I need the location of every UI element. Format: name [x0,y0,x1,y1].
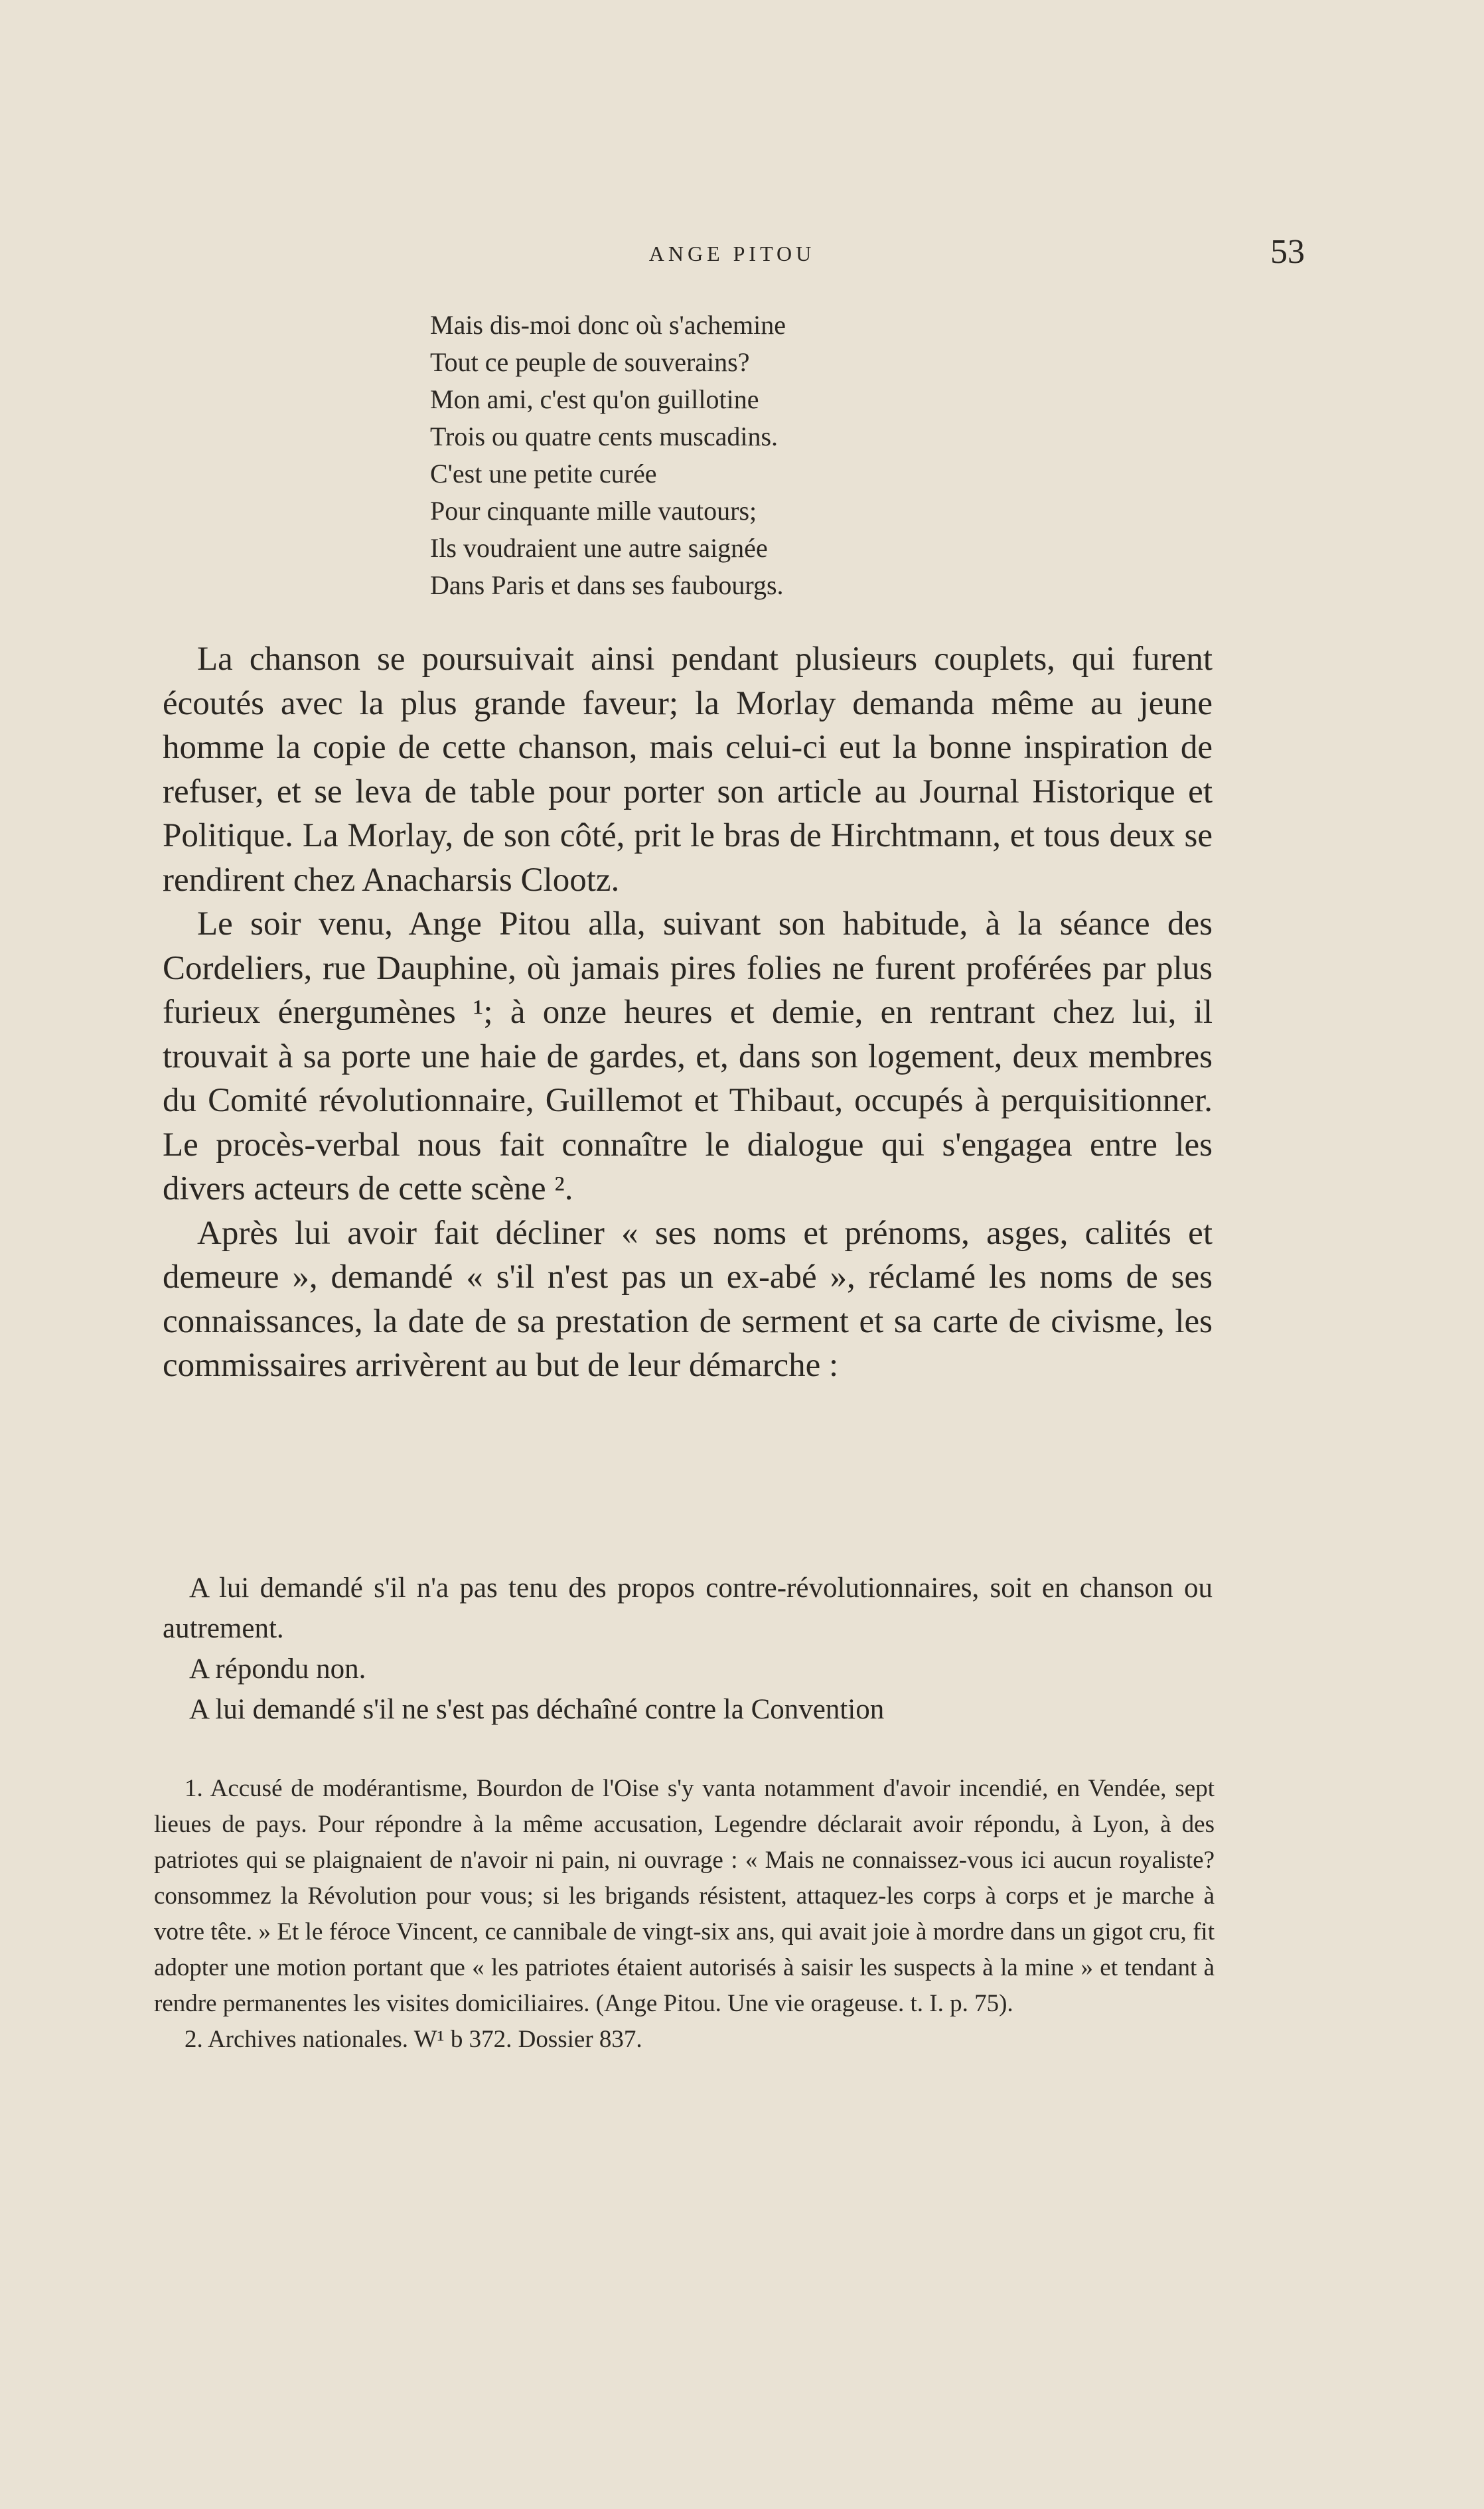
paragraph: Après lui avoir fait décliner « ses noms et prénoms, asges, calités et demeure », demandé « s'il n'est pas un ex-abé », réclamé les noms de ses connaissances, la date de sa prestation de serment et sa carte de civisme, les commissaires arrivèrent au but de leur démarche : [163,1214,1213,1384]
running-head [159,232,1305,272]
verse-line: Mais dis-moi donc où s'achemine [430,310,786,340]
verse-line: Ils voudraient une autre saignée [430,533,768,563]
verse-line: C'est une petite curée [430,459,657,489]
dialogue-line: A répondu non. [189,1653,366,1685]
verse-line: Mon ami, c'est qu'on guillotine [430,384,759,414]
body-text [163,637,1213,1388]
paragraph: Le soir venu, Ange Pitou alla, suivant son habitude, à la séance des Cordeliers, rue Dauphine, où jamais pires folies ne furent proférées par plus furieux énergumènes ¹; à onze heures et demie, en rentrant chez lui, il trouvait à sa porte une haie de gardes, et, dans son logement, deux membres du Comité révolutionnaire, Guillemot et Thibaut, occupés à perquisitionner. Le procès-verbal nous fait connaître le dialogue qui s'engagea entre les divers acteurs de cette scène ². [163,905,1213,1207]
verse-line: Trois ou quatre cents muscadins. [430,421,779,451]
footnote: 2. Archives nationales. W¹ b 372. Dossier 837. [185,2026,642,2053]
interrogation-transcript [163,1568,1213,1730]
verse-line: Dans Paris et dans ses faubourgs. [430,570,784,600]
dialogue-line: A lui demandé s'il n'a pas tenu des propos contre-révolutionnaires, soit en chanson ou autrement. [163,1572,1213,1644]
verse-line: Pour cinquante mille vautours; [430,496,757,526]
footnote: 1. Accusé de modérantisme, Bourdon de l'Oise s'y vanta notamment d'avoir incendié, en Vendée, sept lieues de pays. Pour répondre à la même accusation, Legendre déclarait avoir répondu, à Lyon, à des patriotes qui se plaignaient de n'avoir ni pain, ni ouvrage : « Mais ne connaissez-vous ici aucun royaliste? consommez la Révolution pour vous; si les brigands résistent, attaquez-les corps à corps et je marche à votre tête. » Et le féroce Vincent, ce cannibale de vingt-six ans, qui avait joie à mordre dans un gigot cru, fit adopter une motion portant que « les patriotes étaient autorisés à saisir les suspects à la mine » et tendant à rendre permanentes les visites domiciliaires. (Ange Pitou. Une vie orageuse. t. I. p. 75). [154,1775,1215,2017]
paragraph: La chanson se poursuivait ainsi pendant plusieurs couplets, qui furent écoutés avec la plus grande faveur; la Morlay demanda même au jeune homme la copie de cette chanson, mais celui-ci eut la bonne inspiration de refuser, et se leva de table pour porter son article au Journal Historique et Politique. La Morlay, de son côté, prit le bras de Hirchtmann, et tous deux se rendirent chez Anacharsis Clootz. [163,641,1213,899]
song-verse [430,307,1027,604]
running-title: ANGE PITOU [648,242,816,266]
verse-line: Tout ce peuple de souverains? [430,347,750,377]
dialogue-line: A lui demandé s'il ne s'est pas déchaîné contre la Convention [189,1694,885,1725]
page-number: 53 [1270,233,1305,271]
footnotes [154,1771,1215,2058]
